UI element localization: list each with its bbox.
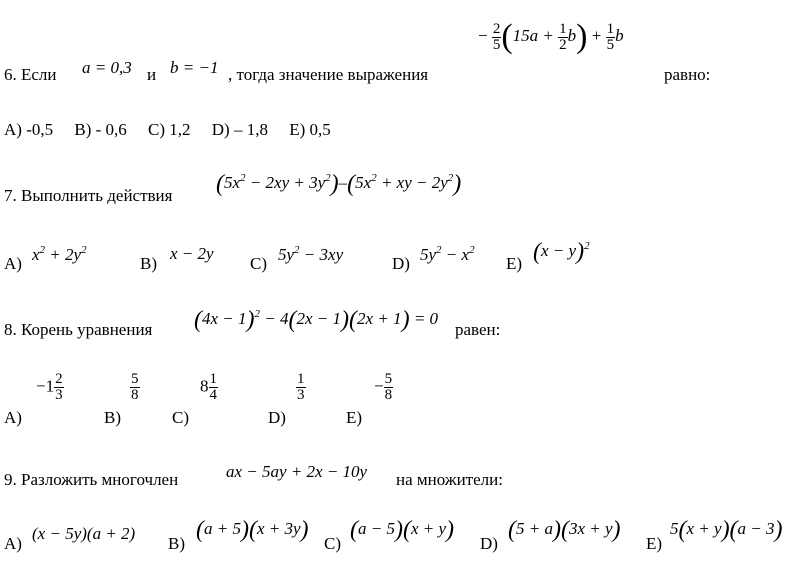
q6-and: и	[147, 65, 157, 84]
q7-label-b: B)	[140, 254, 157, 273]
q9-answers	[0, 518, 800, 568]
q6-fraction-1: $\frac{2}{5}$	[492, 20, 501, 53]
q7-label-e: E)	[506, 254, 523, 273]
q7-answer-e: $(x - y)^2$	[533, 239, 590, 266]
q9-label-c: C)	[324, 534, 341, 553]
q9-label-b: B)	[168, 534, 185, 553]
q7-label-a: A)	[4, 254, 22, 273]
q8-equation: $(4x - 1)^2 - 4(2x - 1)(2x + 1) = 0$	[194, 307, 439, 334]
q6-condition-b: b = −1	[170, 58, 219, 77]
question-6	[0, 20, 800, 110]
question-7	[0, 172, 800, 222]
q8-answers	[0, 372, 800, 432]
q9-answer-e: 5(x + y)(a − 3)	[670, 517, 783, 543]
q9-label-d: D)	[480, 534, 498, 553]
question-8	[0, 308, 800, 358]
q9-polynomial: ax − 5ay + 2x − 10y	[226, 462, 368, 481]
q8-text-end: равен:	[455, 320, 501, 339]
q8-answer-b: $\frac{5}{8}$	[131, 371, 139, 403]
q7-answer-a: $x^2 + 2y^2$	[32, 244, 87, 264]
q8-text: 8. Корень уравнения	[4, 320, 153, 339]
q9-text: 9. Разложить многочлен	[4, 470, 179, 489]
q6-text-end: равно:	[664, 65, 711, 84]
q8-label-c: C)	[172, 408, 189, 427]
q9-label-a: A)	[4, 534, 22, 553]
q9-answer-c: (a − 5)(x + y)	[350, 517, 455, 543]
q8-label-d: D)	[268, 408, 286, 427]
q8-answer-e: − $\frac{5}{8}$	[374, 371, 393, 403]
q8-label-a: A)	[4, 408, 22, 427]
q8-label-b: B)	[104, 408, 121, 427]
q8-answer-c: 8 $\frac{1}{4}$	[200, 371, 217, 403]
q7-text: 7. Выполнить действия	[4, 186, 173, 205]
q6-answers	[0, 118, 800, 168]
q7-label-d: D)	[392, 254, 410, 273]
q6-text-start: 6. Если	[4, 65, 57, 84]
q8-answer-a: −1 $\frac{2}{3}$	[36, 371, 63, 403]
q9-answer-b: (a + 5)(x + 3y)	[196, 517, 309, 543]
q7-expression: $(5x^2 - 2xy + 3y^2)-(5x^2$ + xy − $2y^2$)	[216, 171, 462, 198]
q6-expression: − $\frac{2}{5}$ (15a + $\frac{1}{2}$ b) + $\frac{1}{5}$ b	[478, 18, 624, 55]
q9-answer-d: (5 + a)(3x + y)	[508, 517, 621, 543]
q7-answer-d: $5y^2 - x^2$	[420, 244, 475, 264]
q8-answer-d: $\frac{1}{3}$	[297, 371, 305, 403]
q9-label-e: E)	[646, 534, 663, 553]
q9-text-end: на множители:	[396, 470, 503, 489]
q7-answers	[0, 240, 800, 290]
q6-answer-options: A) -0,5 B) - 0,6 C) 1,2 D) – 1,8 E) 0,5	[4, 120, 331, 139]
q7-label-c: C)	[250, 254, 267, 273]
q6-text-middle: , тогда значение выражения	[228, 65, 429, 84]
q6-fraction-3: $\frac{1}{5}$	[606, 20, 615, 53]
question-9	[0, 462, 800, 512]
q7-answer-c: $5y^2 - 3xy$	[278, 244, 344, 264]
q6-minus: −	[478, 25, 488, 45]
q6-fraction-2: $\frac{1}{2}$	[559, 20, 567, 53]
q8-label-e: E)	[346, 408, 363, 427]
q9-answer-a: (x − 5y)(a + 2)	[32, 524, 136, 543]
q7-answer-b: x − 2y	[170, 244, 214, 263]
q6-condition-a: a = 0,3	[82, 58, 132, 77]
